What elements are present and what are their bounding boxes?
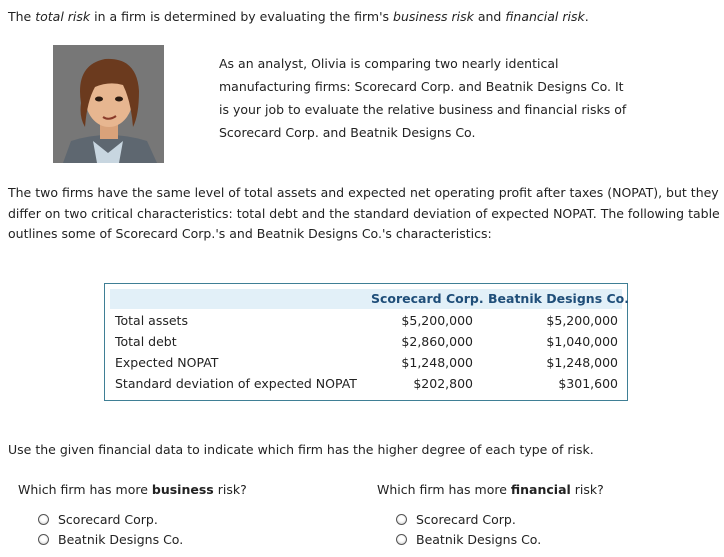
analyst-paragraph: As an analyst, Olivia is comparing two nearly identical manufacturing firms: Scorecard Corp. and Beatnik Designs Co. It is your job to evaluate the relative business and financial risks of Scorecard Corp. and Beatnik Designs Co. xyxy=(219,56,627,140)
characteristics-table: Scorecard Corp. Beatnik Designs Co. Total assets $5,200,000 $5,200,000 Total debt $2,860,000 $1,040,000 Expected NOPAT $1,248,000 $1,248,000 Standard deviation of expected NOPAT $202,800 $301,600 xyxy=(104,283,628,401)
financial-option-scorecard[interactable]: Scorecard Corp. xyxy=(396,512,516,527)
description-paragraph: The two firms have the same level of total assets and expected net operating profit after taxes (NOPAT), but they differ on two critical characteristics: total debt and the standard deviation of expected NOPAT. The following table outlines some of Scorecard Corp.'s and Beatnik Designs Co.'s characteristics: xyxy=(8,185,720,241)
analyst-avatar xyxy=(53,45,164,163)
term-business-risk: business risk xyxy=(393,9,474,24)
intro-text: The total risk in a firm is determined by evaluating the firm's business risk and financial risk. xyxy=(8,9,589,24)
business-risk-question: Which firm has more business risk? xyxy=(18,482,247,497)
table-header-row xyxy=(110,289,629,309)
radio-button[interactable] xyxy=(38,514,49,525)
business-option-scorecard[interactable]: Scorecard Corp. xyxy=(38,512,158,527)
business-option-beatnik[interactable]: Beatnik Designs Co. xyxy=(38,532,183,547)
term-financial-risk: financial risk xyxy=(505,9,585,24)
analyst-avatar-illustration xyxy=(53,45,164,163)
radio-button[interactable] xyxy=(38,534,49,545)
instruction-text: Use the given financial data to indicate which firm has the higher degree of each type of risk. xyxy=(8,442,594,457)
radio-button[interactable] xyxy=(396,534,407,545)
header-beatnik: Beatnik Designs Co. xyxy=(488,291,629,306)
term-total-risk: total risk xyxy=(35,9,91,24)
radio-button[interactable] xyxy=(396,514,407,525)
header-scorecard: Scorecard Corp. xyxy=(371,291,484,306)
financial-option-beatnik[interactable]: Beatnik Designs Co. xyxy=(396,532,541,547)
financial-risk-question: Which firm has more financial risk? xyxy=(377,482,604,497)
